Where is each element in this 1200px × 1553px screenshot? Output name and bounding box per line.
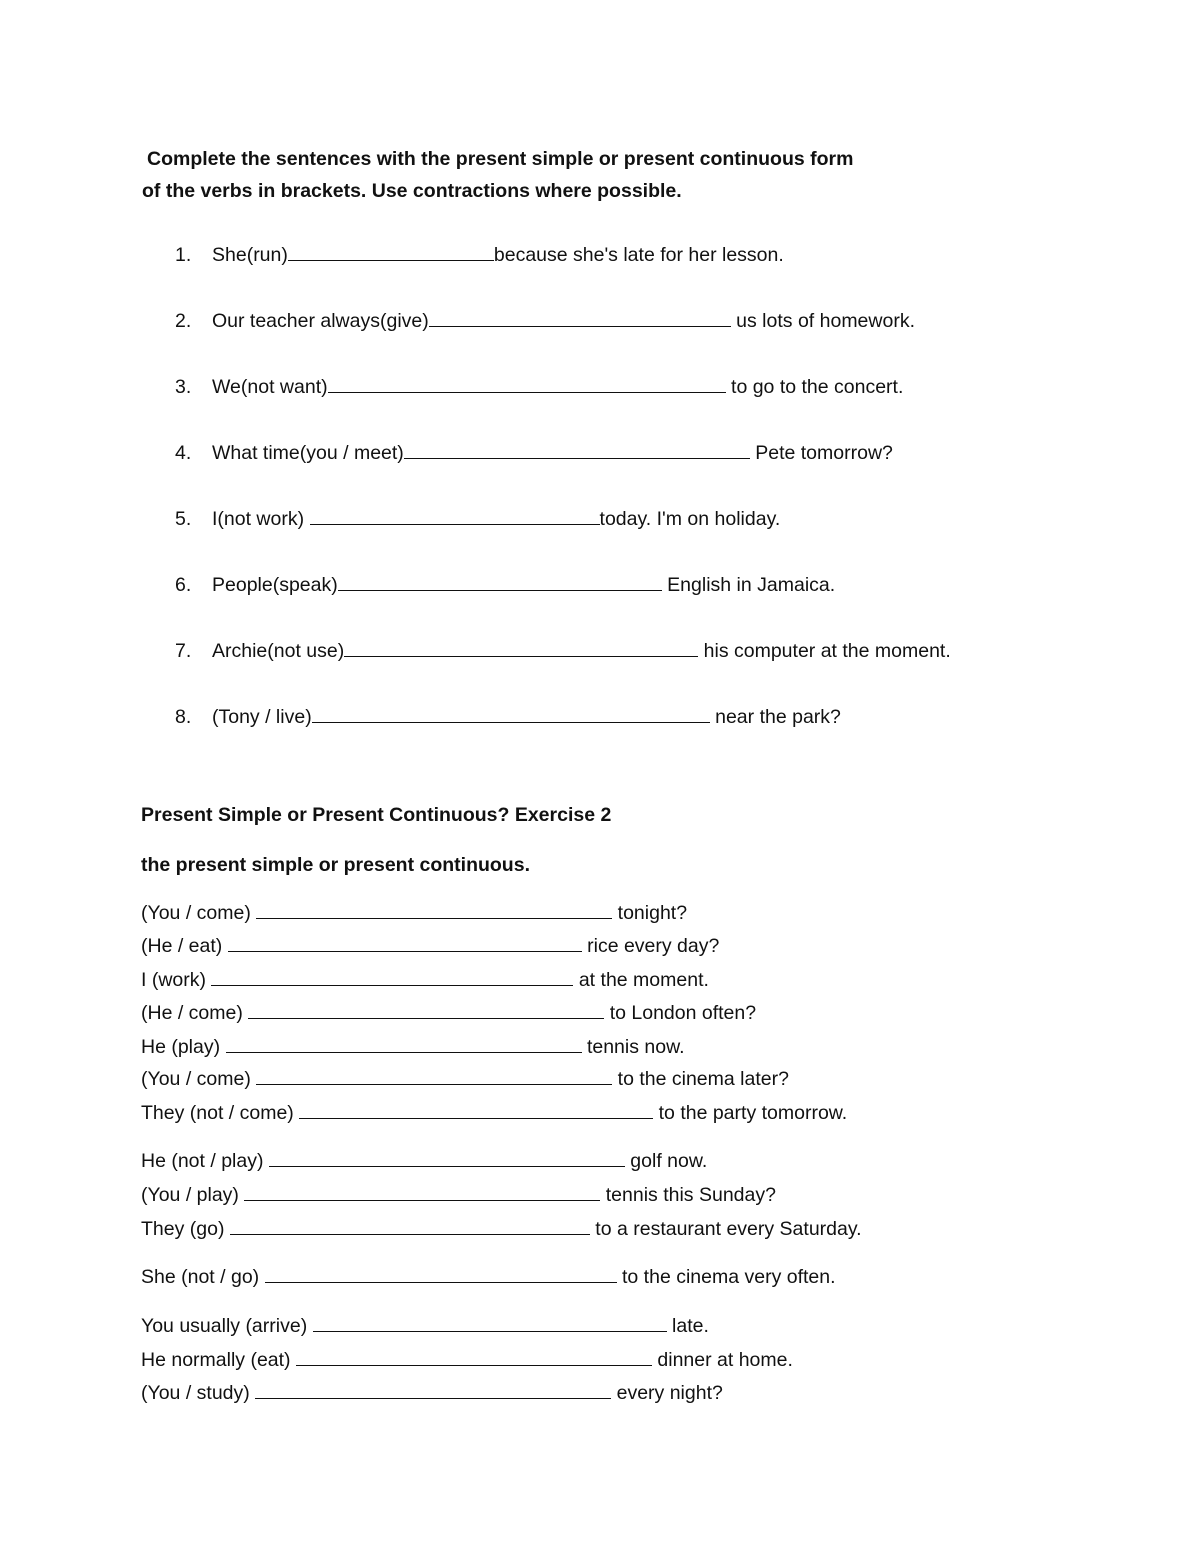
verb-prompt: (You / play) xyxy=(141,1184,245,1206)
answer-blank[interactable] xyxy=(429,308,731,327)
verb-prompt: (Tony / live) xyxy=(212,706,312,728)
exercise-1-item-1 xyxy=(175,242,784,268)
verb-prompt: (You / come) xyxy=(141,1068,257,1090)
exercise-2-title: Present Simple or Present Continuous? Exercise 2 xyxy=(141,804,612,826)
verb-prompt: I(not work) xyxy=(212,508,310,530)
verb-prompt: We(not want) xyxy=(212,376,328,398)
exercise-2-item xyxy=(141,967,709,993)
sentence-ending: to London often? xyxy=(604,1002,757,1024)
answer-blank[interactable] xyxy=(313,1313,667,1332)
sentence-ending: tennis this Sunday? xyxy=(600,1184,776,1206)
instructions xyxy=(142,143,1102,207)
sentence-ending: his computer at the moment. xyxy=(698,640,951,662)
sentence-ending: tennis now. xyxy=(581,1036,685,1058)
sentence-ending: to go to the concert. xyxy=(725,376,904,398)
sentence-ending: to the cinema later? xyxy=(612,1068,789,1090)
answer-blank[interactable] xyxy=(269,1148,625,1167)
verb-prompt: He (play) xyxy=(141,1036,226,1058)
exercise-2-item xyxy=(141,1347,793,1373)
sentence-ending: to a restaurant every Saturday. xyxy=(589,1218,862,1240)
sentence-ending: us lots of homework. xyxy=(730,310,915,332)
answer-blank[interactable] xyxy=(288,242,494,261)
exercise-2-subtitle: the present simple or present continuous. xyxy=(141,854,530,876)
exercise-2-item xyxy=(141,900,687,926)
exercise-2-item xyxy=(141,1000,756,1026)
exercise-2-item xyxy=(141,1264,836,1290)
answer-blank[interactable] xyxy=(310,506,600,525)
exercise-2-item xyxy=(141,1313,709,1339)
answer-blank[interactable] xyxy=(299,1100,653,1119)
sentence-ending: tonight? xyxy=(612,902,688,924)
answer-blank[interactable] xyxy=(211,967,573,986)
exercise-1-item-7 xyxy=(175,638,951,664)
item-number: 1. xyxy=(175,244,192,266)
verb-prompt: She (not / go) xyxy=(141,1266,265,1288)
answer-blank[interactable] xyxy=(244,1182,600,1201)
exercise-1-item-4 xyxy=(175,440,893,466)
verb-prompt: (You / study) xyxy=(141,1382,256,1404)
exercise-2-item xyxy=(141,1148,707,1174)
exercise-2-item xyxy=(141,1216,862,1242)
answer-blank[interactable] xyxy=(256,900,612,919)
verb-prompt: People(speak) xyxy=(212,574,338,596)
exercise-2-item xyxy=(141,1066,789,1092)
exercise-1-item-8 xyxy=(175,704,841,730)
verb-prompt: Our teacher always(give) xyxy=(212,310,429,332)
verb-prompt: They (go) xyxy=(141,1218,230,1240)
sentence-ending: to the cinema very often. xyxy=(616,1266,836,1288)
answer-blank[interactable] xyxy=(230,1216,590,1235)
instruction-line-1: Complete the sentences with the present simple or present continuous form xyxy=(147,148,854,170)
item-number: 8. xyxy=(175,706,192,728)
sentence-ending: near the park? xyxy=(709,706,841,728)
answer-blank[interactable] xyxy=(256,1066,612,1085)
item-number: 5. xyxy=(175,508,192,530)
exercise-1-item-6 xyxy=(175,572,835,598)
sentence-ending: golf now. xyxy=(624,1150,708,1172)
exercise-2-item xyxy=(141,1182,776,1208)
exercise-1-item-5 xyxy=(175,506,780,532)
verb-prompt: He (not / play) xyxy=(141,1150,269,1172)
verb-prompt: (You / come) xyxy=(141,902,257,924)
item-number: 2. xyxy=(175,310,192,332)
answer-blank[interactable] xyxy=(404,440,750,459)
item-number: 7. xyxy=(175,640,192,662)
sentence-ending: English in Jamaica. xyxy=(661,574,836,596)
sentence-ending: today. I'm on holiday. xyxy=(599,508,781,530)
sentence-ending: Pete tomorrow? xyxy=(749,442,893,464)
answer-blank[interactable] xyxy=(228,933,582,952)
verb-prompt: They (not / come) xyxy=(141,1102,300,1124)
exercise-2-item xyxy=(141,933,719,959)
sentence-ending: rice every day? xyxy=(581,935,720,957)
item-number: 4. xyxy=(175,442,192,464)
item-number: 6. xyxy=(175,574,192,596)
sentence-ending: every night? xyxy=(611,1382,723,1404)
exercise-2-item xyxy=(141,1100,847,1126)
answer-blank[interactable] xyxy=(338,572,662,591)
sentence-ending: dinner at home. xyxy=(651,1349,793,1371)
verb-prompt: Archie(not use) xyxy=(212,640,345,662)
sentence-ending: at the moment. xyxy=(573,969,709,991)
answer-blank[interactable] xyxy=(328,374,726,393)
answer-blank[interactable] xyxy=(312,704,710,723)
sentence-ending: because she's late for her lesson. xyxy=(493,244,784,266)
verb-prompt: He normally (eat) xyxy=(141,1349,296,1371)
exercise-2-item xyxy=(141,1034,685,1060)
exercise-1-item-2 xyxy=(175,308,915,334)
answer-blank[interactable] xyxy=(265,1264,617,1283)
sentence-ending: to the party tomorrow. xyxy=(653,1102,848,1124)
item-number: 3. xyxy=(175,376,192,398)
sentence-ending: late. xyxy=(666,1315,709,1337)
answer-blank[interactable] xyxy=(226,1034,582,1053)
answer-blank[interactable] xyxy=(248,1000,604,1019)
verb-prompt: (He / come) xyxy=(141,1002,249,1024)
answer-blank[interactable] xyxy=(296,1347,652,1366)
exercise-2-item xyxy=(141,1380,723,1406)
instruction-line-2: of the verbs in brackets. Use contractions where possible. xyxy=(142,180,682,202)
verb-prompt: What time(you / meet) xyxy=(212,442,404,464)
verb-prompt: I (work) xyxy=(141,969,212,991)
verb-prompt: She(run) xyxy=(212,244,288,266)
verb-prompt: You usually (arrive) xyxy=(141,1315,313,1337)
answer-blank[interactable] xyxy=(255,1380,611,1399)
exercise-1-item-3 xyxy=(175,374,903,400)
verb-prompt: (He / eat) xyxy=(141,935,228,957)
answer-blank[interactable] xyxy=(344,638,698,657)
